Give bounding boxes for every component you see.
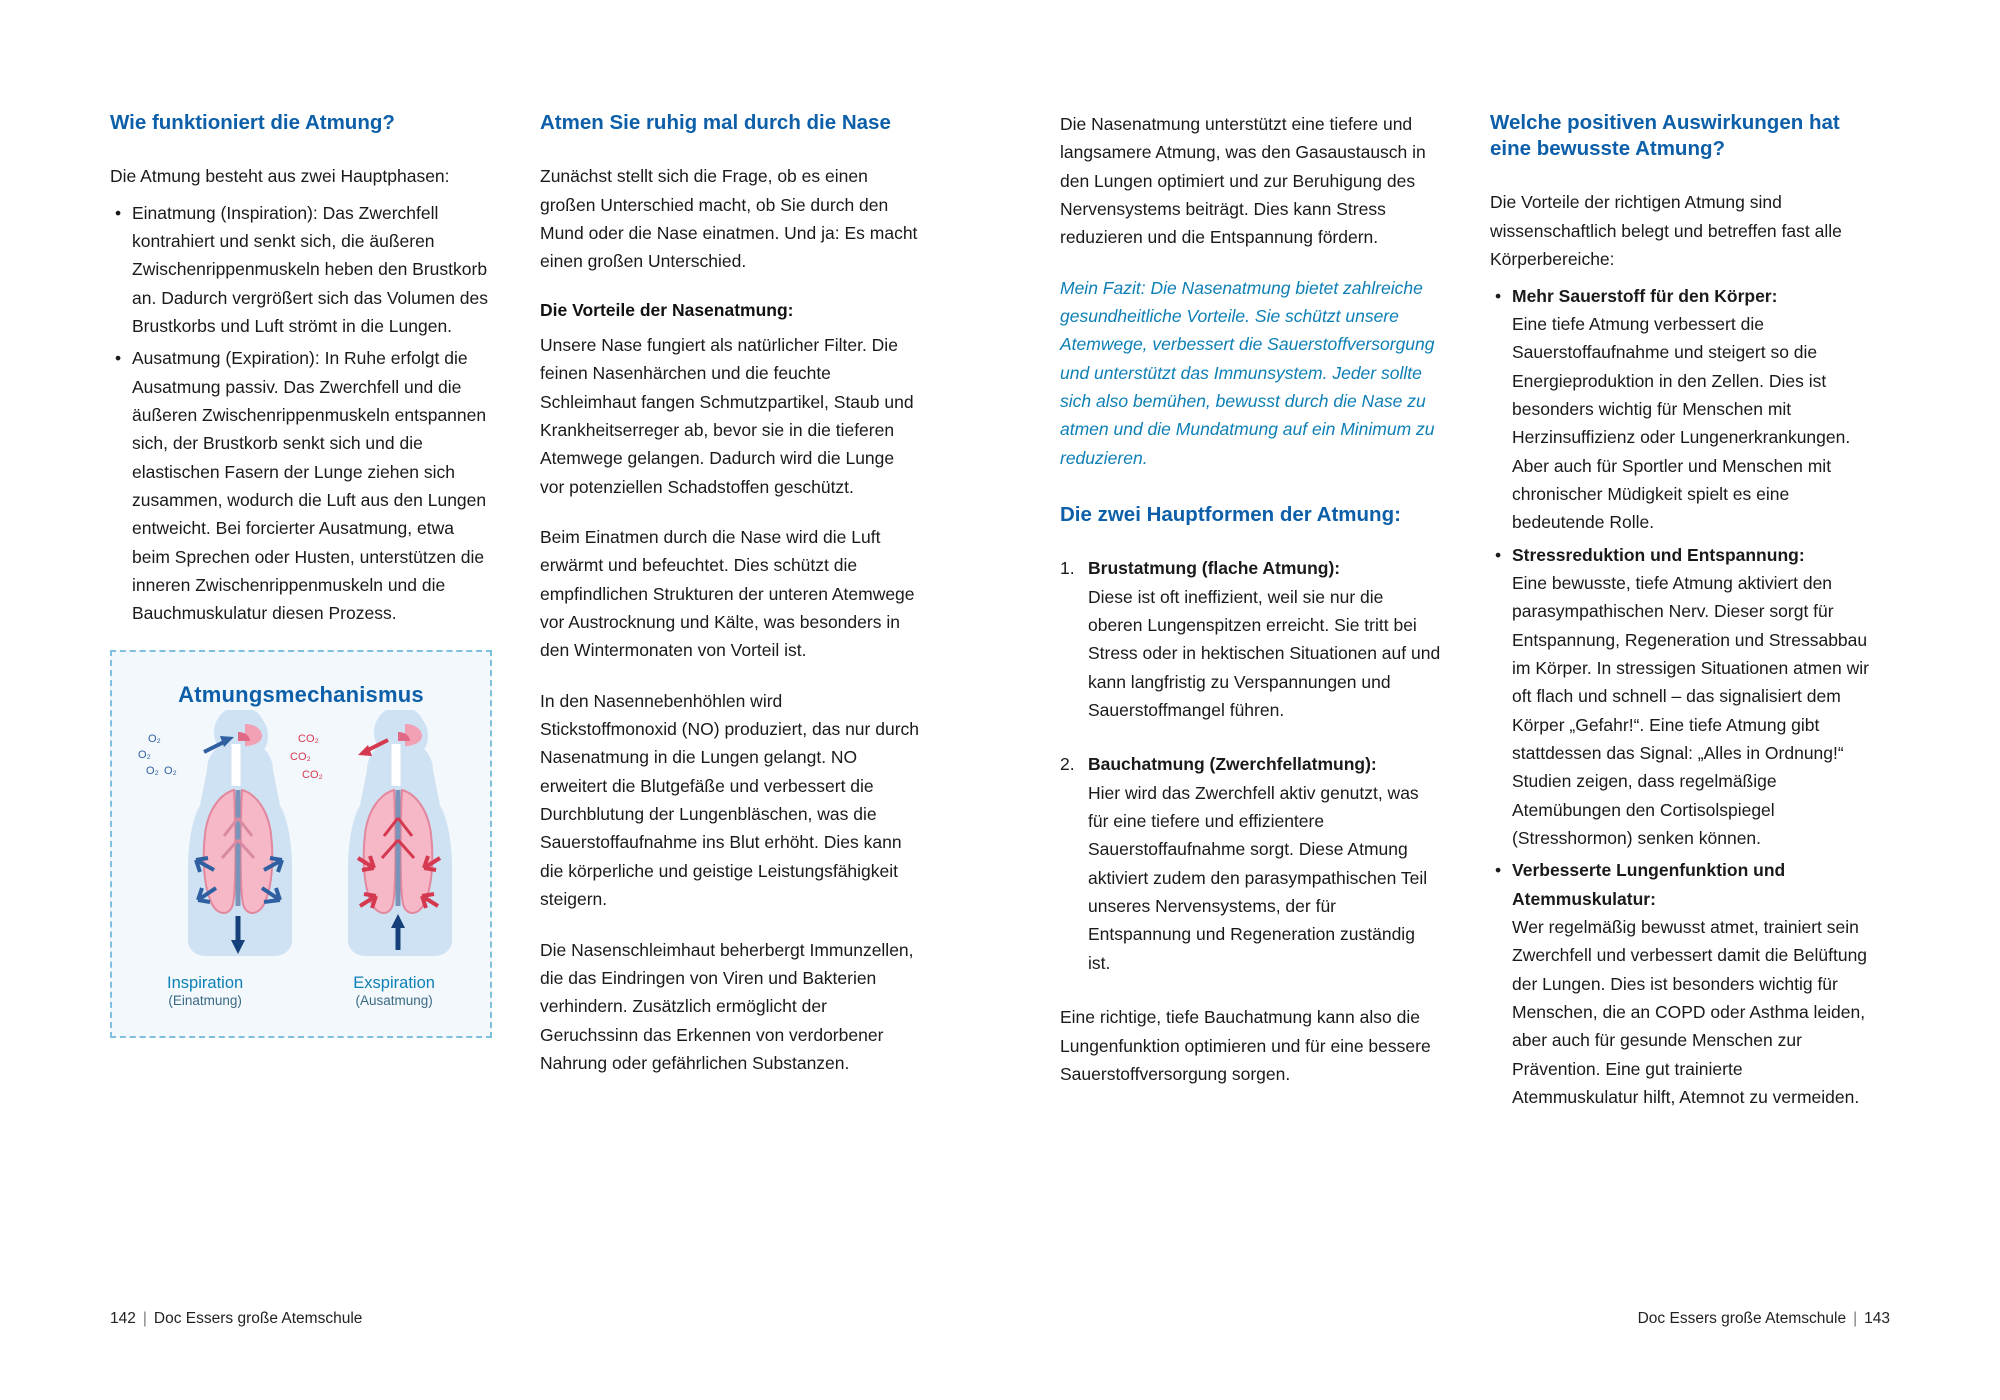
list-item-title: • Mehr Sauerstoff für den Körper: xyxy=(1512,285,1778,306)
list-item: • Einatmung (Inspiration): Das Zwerchfell kontrahiert und senkt sich, die äußeren Zwischenrippenmuskeln heben den Brustkorb an. Dadurch vergrößert sich das Volumen des Brustkorbs und Luft strömt in die Lungen. xyxy=(110,199,492,341)
benefits-list xyxy=(1490,282,1872,1112)
section-heading-breathing-forms: Die zwei Hauptformen der Atmung: xyxy=(1060,503,1401,527)
list-item-title: Brustatmung (flache Atmung): xyxy=(1088,558,1341,579)
paragraph: Eine richtige, tiefe Bauchatmung kann also die Lungenfunktion optimieren und für eine bessere Sauerstoffversorgung sorgen. xyxy=(1060,1007,1431,1084)
right-column-2 xyxy=(1490,110,1872,1250)
svg-text:O₂: O₂ xyxy=(138,748,151,761)
section-heading-nose-breathing: Atmen Sie ruhig mal durch die Nase xyxy=(540,111,891,134)
list-item-text: Wer regelmäßig bewusst atmet, trainiert sein Zwerchfell und verbessert damit die Belüftung der Lungen. Dies ist besonders wichtig für Menschen, die an COPD oder Asthma leiden, aber auch für gesunde Menschen zur Prävention. Eine gut trainierte Atemmuskulatur hilft, Atemnot zu vermeiden. xyxy=(1512,917,1868,1108)
figure-captions xyxy=(112,974,490,1008)
svg-text:CO₂: CO₂ xyxy=(298,732,319,745)
figure-caption-inspiration xyxy=(167,974,243,1008)
figure-caption-exspiration-title: Exspiration xyxy=(353,973,435,992)
list-item-title: • Stressreduktion und Entspannung: xyxy=(1512,544,1805,565)
breathing-forms-list xyxy=(1060,554,1442,977)
figure-caption-inspiration-sub: (Einatmung) xyxy=(168,992,242,1008)
figure-title: Atmungsmechanismus xyxy=(178,681,424,707)
list-item-text: Eine bewusste, tiefe Atmung aktiviert den parasympathischen Nerv. Dieser sorgt für Entspannung, Regeneration und Stressabbau im Körper. In stressigen Situationen atmen wir oft flach und schnell – das signalisiert dem Körper „Gefahr!“. Eine tiefe Atmung gibt stattdessen das Signal: „Alles in Ordnung!“ Studien zeigen, dass regelmäßige Atemübungen den Cortisolspiegel (Stresshormon) senken können. xyxy=(1512,572,1869,849)
subheading-nose-benefits: Die Vorteile der Nasenatmung: xyxy=(540,299,794,320)
paragraph: In den Nasennebenhöhlen wird Stickstoffmonoxid (NO) produziert, das nur durch Nasenatmung in die Lungen gelangt. NO erweitert die Blutgefäße und verbessert die Durchblutung der Lungenbläschen, was die Sauerstoffaufnahme ins Blut erhöht. Dies kann die körperliche und geistige Leistungsfähigkeit steigern. xyxy=(540,690,920,910)
svg-text:CO₂: CO₂ xyxy=(302,768,323,781)
left-page-columns xyxy=(110,110,940,1250)
paragraph: Die Nasenschleimhaut beherbergt Immunzellen, die das Eindringen von Viren und Bakterien verhindern. Zusätzlich ermöglicht der Geruchssinn das Erkennen von verdorbener Nahrung oder gefährlichen Substanzen. xyxy=(540,939,914,1073)
page-number: 143 xyxy=(1864,1310,1890,1327)
intro-paragraph: Die Atmung besteht aus zwei Hauptphasen: xyxy=(110,166,450,187)
svg-text:O₂: O₂ xyxy=(146,764,159,777)
list-item xyxy=(1060,750,1442,977)
footer-left xyxy=(110,1310,362,1328)
footer-right xyxy=(1638,1310,1890,1328)
figure-caption-exspiration-sub: (Ausatmung) xyxy=(355,992,433,1008)
paragraph: Die Nasenatmung unterstützt eine tiefere und langsamere Atmung, was den Gasaustausch in den Lungen optimiert und zur Beruhigung des Nervensystems beiträgt. Dies kann Stress reduzieren und die Entspannung fördern. xyxy=(1060,114,1426,248)
lungs-diagram-icon xyxy=(112,710,494,975)
paragraph: Die Vorteile der richtigen Atmung sind wissenschaftlich belegt und betreffen fast alle Körperbereiche: xyxy=(1490,192,1842,270)
pull-quote: Mein Fazit: Die Nasenatmung bietet zahlreiche gesundheitliche Vorteile. Sie schützt unsere Atemwege, verbessert die Sauerstoffversorgung und unterstützt das Immunsystem. Jeder sollte sich also bemühen, bewusst durch die Nase zu atmen und die Mundatmung auf ein Minimum zu reduzieren. xyxy=(1060,277,1435,468)
figure-caption-inspiration-title: Inspiration xyxy=(167,973,244,992)
right-page xyxy=(1000,0,2000,1400)
paragraph: Unsere Nase fungiert als natürlicher Filter. Die feinen Nasenhärchen und die feuchte Schleimhaut fangen Schmutzpartikel, Staub und Krankheitserreger ab, bevor sie in die tieferen Atemwege gelangen. Dadurch wird die Lunge vor potenziellen Schadstoffen geschützt. xyxy=(540,334,914,497)
section-heading-positive-effects: Welche positiven Auswirkungen hat eine bewusste Atmung? xyxy=(1490,111,1840,161)
right-column-1 xyxy=(1060,110,1442,1250)
svg-text:O₂: O₂ xyxy=(148,732,161,745)
list-item xyxy=(1490,541,1872,853)
breathing-mechanism-figure xyxy=(110,650,492,1038)
footer-title: Doc Essers große Atemschule xyxy=(1637,1310,1847,1327)
list-item xyxy=(1490,282,1872,537)
list-item-title: Bauchatmung (Zwerchfellatmung): xyxy=(1088,754,1377,775)
list-item xyxy=(1490,856,1872,1111)
page-number: 142 xyxy=(110,1310,136,1327)
list-item-text: Eine tiefe Atmung verbessert die Sauerstoffaufnahme und steigert so die Energieproduktion in den Zellen. Dies ist besonders wichtig für Menschen mit Herzinsuffizienz oder Lungenerkrankungen. Aber auch für Sportler und Menschen mit chronischer Müdigkeit spielt es eine bedeutende Rolle. xyxy=(1512,313,1851,533)
paragraph: Zunächst stellt sich die Frage, ob es einen großen Unterschied macht, ob Sie durch den Mund oder die Nase einatmen. Und ja: Es macht einen großen Unterschied. xyxy=(540,166,918,272)
list-item-text: Diese ist oft ineffizient, weil sie nur die oberen Lungenspitzen erreicht. Sie tritt bei Stress oder in hektischen Situationen auf und kann langfristig zu Verspannungen und Sauerstoffmangel führen. xyxy=(1088,586,1441,721)
figure-caption-exspiration xyxy=(353,974,435,1008)
page-title: Wie funktioniert die Atmung? xyxy=(110,111,395,134)
right-page-columns xyxy=(1060,110,1890,1250)
footer-title: Doc Essers große Atemschule xyxy=(153,1310,363,1327)
svg-text:CO₂: CO₂ xyxy=(290,750,311,763)
footer-separator: | xyxy=(142,1310,147,1327)
list-item-text: Hier wird das Zwerchfell aktiv genutzt, was für eine tiefere und effizientere Sauerstoffaufnahme sorgt. Diese Atmung aktiviert zudem den parasympathischen Teil unseres Nervensystems, der für Entspannung und Regeneration zuständig ist. xyxy=(1088,782,1428,973)
left-column-2 xyxy=(540,110,922,1250)
breathing-phases-list xyxy=(110,199,492,628)
footer-separator: | xyxy=(1853,1310,1858,1327)
svg-text:O₂: O₂ xyxy=(164,764,177,777)
list-item-title: • Verbesserte Lungenfunktion und Atemmuskulatur: xyxy=(1512,860,1786,909)
paragraph: Beim Einatmen durch die Nase wird die Luft erwärmt und befeuchtet. Dies schützt die empfindlichen Strukturen der unteren Atemwege vor Austrocknung und Kälte, was besonders in den Wintermonaten von Vorteil ist. xyxy=(540,527,915,661)
left-column-1 xyxy=(110,110,492,1250)
list-item: • Ausatmung (Expiration): In Ruhe erfolgt die Ausatmung passiv. Das Zwerchfell und die äußeren Zwischenrippenmuskeln entspannen sich, der Brustkorb senkt sich und die elastischen Fasern der Lunge ziehen sich zusammen, wodurch die Luft aus den Lungen entweicht. Bei forcierter Ausatmung, etwa beim Sprechen oder Husten, unterstützen die inneren Zwischenrippenmuskeln und die Bauchmuskulatur diesen Prozess. xyxy=(110,344,492,627)
list-item xyxy=(1060,554,1442,724)
